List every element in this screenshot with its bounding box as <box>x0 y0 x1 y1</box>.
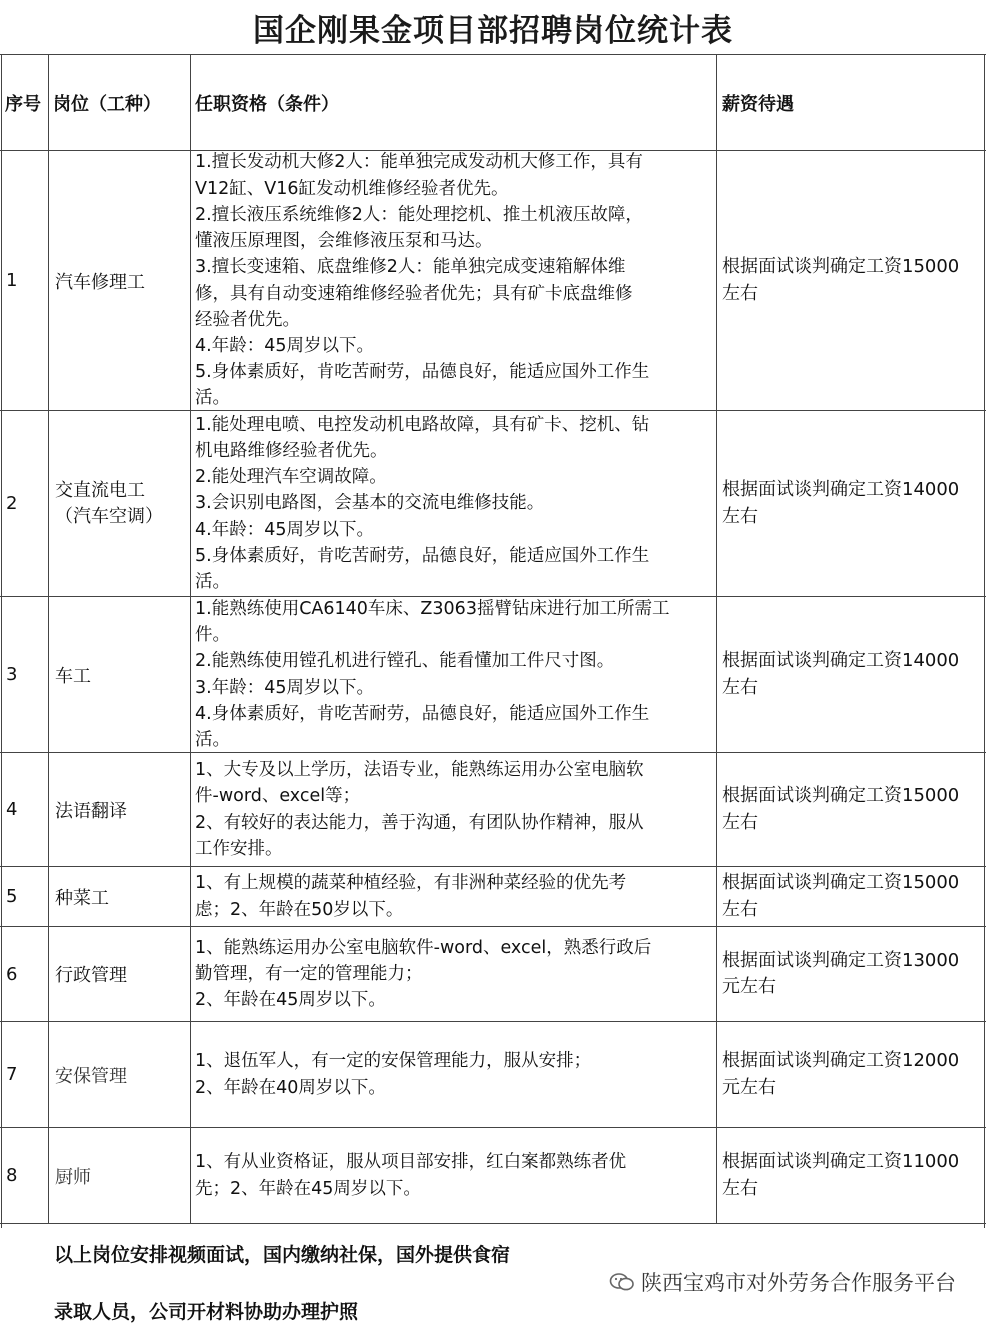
row-no: 6 <box>6 963 18 985</box>
row-salary: 根据面试谈判确定工资15000 左右 <box>722 785 960 833</box>
row-requirements: 1、有上规模的蔬菜种植经验，有非洲种菜经验的优先考 虑；2、年龄在50岁以下。 <box>195 873 627 920</box>
row-position: 行政管理 <box>55 965 127 986</box>
row-requirements: 1.擅长发动机大修2人：能单独完成发动机大修工作，具有 V12缸、V16缸发动机维修经验者优先。 2.擅长液压系统维修2人：能处理挖机、推土机液压故障， 懂液压原理图，会维修液压泵和马达。 3.擅长变速箱、底盘维修2人：能单独完成变速箱解体维 修，具有自动变速箱维修经验者优先；具有矿卡底盘维修 经验者优先。 4.年龄：45周岁以下。 5.身体素质好，肯吃苦耐劳，品德良好，能适应国外工作生 活。 <box>195 152 650 409</box>
row-requirements: 1、退伍军人，有一定的安保管理能力，服从安排； 2、年龄在40周岁以下。 <box>195 1051 592 1098</box>
row-salary: 根据面试谈判确定工资11000 左右 <box>722 1151 960 1199</box>
row-position: 种菜工 <box>55 887 109 909</box>
row-no: 7 <box>6 1064 18 1085</box>
row-no: 3 <box>6 664 18 685</box>
header-salary: 薪资待遇 <box>722 93 794 115</box>
row-requirements: 1.能熟练使用CA6140车床、Z3063摇臂钻床进行加工所需工 件。 2.能熟练使用镗孔机进行镗孔、能看懂加工件尺寸图。 3.年龄：45周岁以下。 4.身体素质好，肯吃苦耐劳，品德良好，能适应国外工作生 活。 <box>195 598 670 750</box>
row-position-subtitle: （汽车空调） <box>55 505 163 527</box>
header-requirements: 任职资格（条件） <box>195 93 339 115</box>
row-position: 车工 <box>55 665 91 687</box>
row-salary: 根据面试谈判确定工资14000 左右 <box>722 479 960 527</box>
row-position: 法语翻译 <box>55 800 127 822</box>
row-position: 汽车修理工 <box>55 271 145 293</box>
row-salary: 根据面试谈判确定工资15000 左右 <box>722 872 960 920</box>
header-no: 序号 <box>5 93 41 115</box>
row-salary: 根据面试谈判确定工资12000 元左右 <box>722 1050 960 1098</box>
row-position: 安保管理 <box>55 1065 127 1087</box>
row-no: 8 <box>6 1165 18 1186</box>
table-border-right <box>984 54 985 1228</box>
row-salary: 根据面试谈判确定工资13000 元左右 <box>722 949 960 997</box>
row-salary: 根据面试谈判确定工资15000 左右 <box>722 256 960 304</box>
watermark <box>609 1267 956 1297</box>
row-position-title: 交直流电工 <box>55 479 145 501</box>
table-divider <box>0 1223 986 1224</box>
watermark-text: 陕西宝鸡市对外劳务合作服务平台 <box>641 1271 956 1295</box>
row-requirements: 1.能处理电喷、电控发动机电路故障，具有矿卡、挖机、钻 机电路维修经验者优先。 2.能处理汽车空调故障。 3.会识别电路图，会基本的交流电维修技能。 4.年龄：45周岁以下。 5.身体素质好，肯吃苦耐劳，品德良好，能适应国外工作生 活。 <box>195 414 650 592</box>
row-position <box>49 411 190 596</box>
row-no: 5 <box>6 886 18 907</box>
row-no: 1 <box>6 270 18 291</box>
row-no: 4 <box>6 799 18 820</box>
wechat-icon <box>609 1272 635 1292</box>
note-interview: 以上岗位安排视频面试，国内缴纳社保，国外提供食宿 <box>54 1244 511 1266</box>
recruitment-table <box>0 54 986 1228</box>
page-title: 国企刚果金项目部招聘岗位统计表 <box>253 12 733 49</box>
row-no: 2 <box>6 493 18 514</box>
row-requirements: 1、有从业资格证，服从项目部安排，红白案都熟练者优 先；2、年龄在45周岁以下。 <box>195 1152 627 1199</box>
row-salary: 根据面试谈判确定工资14000 左右 <box>722 650 960 698</box>
note-passport: 录取人员，公司开材料协助办理护照 <box>54 1301 359 1323</box>
row-requirements: 1、能熟练运用办公室电脑软件-word、excel，熟悉行政后 勤管理，有一定的管理能力； 2、年龄在45周岁以下。 <box>195 937 652 1011</box>
row-requirements: 1、大专及以上学历，法语专业，能熟练运用办公室电脑软 件-word、excel等； 2、有较好的表达能力，善于沟通，有团队协作精神，服从 工作安排。 <box>195 760 644 859</box>
row-position: 厨师 <box>55 1166 91 1188</box>
header-position: 岗位（工种） <box>53 93 161 115</box>
